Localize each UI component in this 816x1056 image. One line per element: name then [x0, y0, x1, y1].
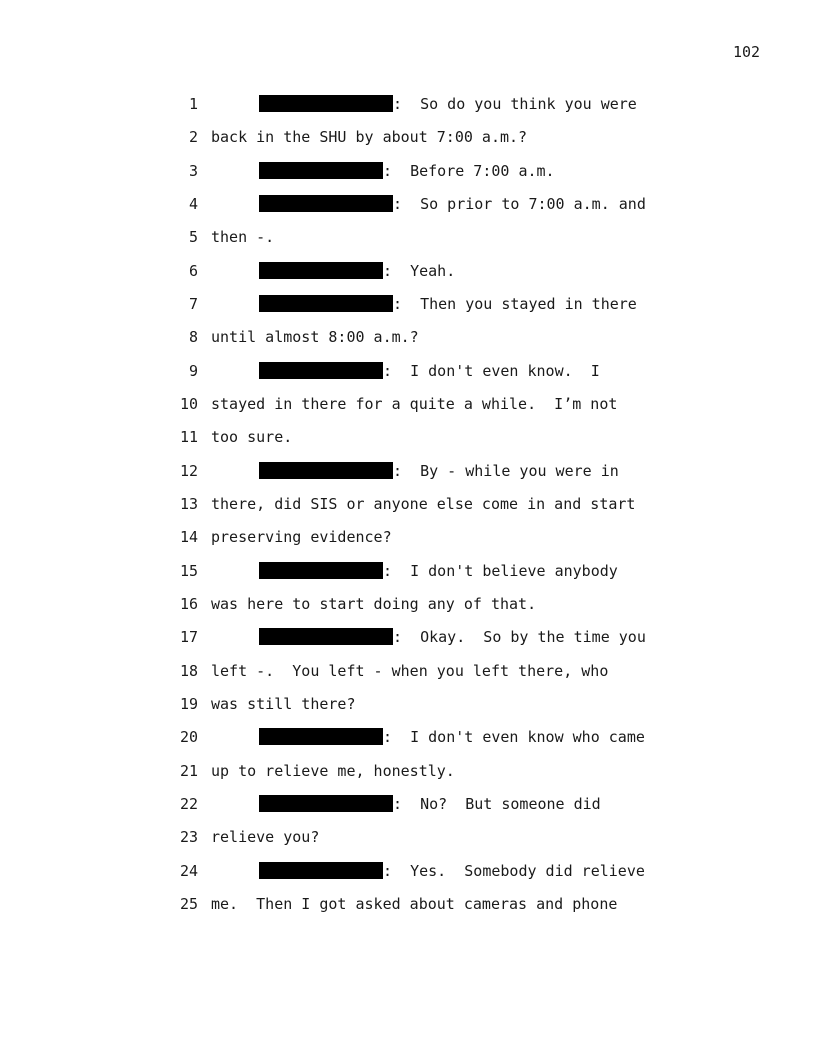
- speaker-utterance: : I don't even know who came: [383, 728, 645, 746]
- redaction-bar: [259, 462, 393, 479]
- line-number: 24: [179, 862, 198, 880]
- line-number: 7: [188, 295, 198, 313]
- transcript-line: [0, 895, 700, 913]
- transcript-line: [0, 128, 700, 146]
- line-text: [259, 862, 645, 880]
- line-number: 19: [179, 695, 198, 713]
- line-number: 20: [179, 728, 198, 746]
- redaction-bar: [259, 295, 393, 312]
- line-number: 17: [179, 628, 198, 646]
- line-number: 9: [188, 362, 198, 380]
- line-number: 4: [188, 195, 198, 213]
- transcript-line: [0, 295, 700, 313]
- redaction-bar: [259, 195, 393, 212]
- line-number: 16: [179, 595, 198, 613]
- transcript-line: [0, 395, 700, 413]
- line-number: 11: [179, 428, 198, 446]
- line-text: preserving evidence?: [211, 528, 392, 546]
- speaker-utterance: : By - while you were in: [393, 462, 619, 480]
- redaction-bar: [259, 628, 393, 645]
- transcript-line: [0, 195, 700, 213]
- transcript-line: [0, 328, 700, 346]
- speaker-utterance: : So do you think you were: [393, 95, 637, 113]
- redaction-bar: [259, 562, 383, 579]
- transcript-line: [0, 695, 700, 713]
- transcript-line: [0, 95, 700, 113]
- speaker-utterance: : Then you stayed in there: [393, 295, 637, 313]
- transcript-line: [0, 862, 700, 880]
- line-number: 21: [179, 762, 198, 780]
- transcript-line: [0, 628, 700, 646]
- line-text: until almost 8:00 a.m.?: [211, 328, 419, 346]
- line-text: stayed in there for a quite a while. I’m not: [211, 395, 618, 413]
- speaker-utterance: : Okay. So by the time you: [393, 628, 646, 646]
- speaker-utterance: : Before 7:00 a.m.: [383, 162, 555, 180]
- line-text: back in the SHU by about 7:00 a.m.?: [211, 128, 528, 146]
- line-text: [259, 628, 646, 646]
- speaker-utterance: : I don't even know. I: [383, 362, 600, 380]
- line-text: too sure.: [211, 428, 293, 446]
- transcript-line: [0, 828, 700, 846]
- transcript-line: [0, 262, 700, 280]
- transcript-line: [0, 562, 700, 580]
- transcript-line: [0, 762, 700, 780]
- line-text: [259, 162, 555, 180]
- transcript-line: [0, 362, 700, 380]
- line-text: me. Then I got asked about cameras and phone: [211, 895, 618, 913]
- speaker-utterance: : Yeah.: [383, 262, 456, 280]
- speaker-utterance: : Yes. Somebody did relieve: [383, 862, 645, 880]
- line-number: 12: [179, 462, 198, 480]
- line-text: [259, 728, 645, 746]
- line-number: 25: [179, 895, 198, 913]
- transcript-line: [0, 528, 700, 546]
- line-number: 6: [188, 262, 198, 280]
- line-text: [259, 562, 618, 580]
- line-text: up to relieve me, honestly.: [211, 762, 455, 780]
- redaction-bar: [259, 862, 383, 879]
- line-text: was still there?: [211, 695, 356, 713]
- line-text: [259, 295, 637, 313]
- line-number: 3: [188, 162, 198, 180]
- line-text: there, did SIS or anyone else come in and start: [211, 495, 636, 513]
- transcript-line: [0, 162, 700, 180]
- line-number: 10: [179, 395, 198, 413]
- line-text: [259, 195, 646, 213]
- line-text: [259, 795, 601, 813]
- line-number: 13: [179, 495, 198, 513]
- redaction-bar: [259, 362, 383, 379]
- redaction-bar: [259, 728, 383, 745]
- transcript-line: [0, 495, 700, 513]
- redaction-bar: [259, 95, 393, 112]
- line-text: then -.: [211, 228, 275, 246]
- transcript-line: [0, 795, 700, 813]
- speaker-utterance: : I don't believe anybody: [383, 562, 618, 580]
- transcript-line: [0, 662, 700, 680]
- line-number: 14: [179, 528, 198, 546]
- transcript-line: [0, 728, 700, 746]
- page-number: 102: [733, 43, 761, 61]
- line-text: relieve you?: [211, 828, 320, 846]
- redaction-bar: [259, 795, 393, 812]
- transcript-line: [0, 228, 700, 246]
- line-number: 1: [188, 95, 198, 113]
- line-number: 8: [188, 328, 198, 346]
- line-number: 22: [179, 795, 198, 813]
- line-text: [259, 462, 619, 480]
- speaker-utterance: : No? But someone did: [393, 795, 601, 813]
- line-number: 18: [179, 662, 198, 680]
- line-number: 2: [188, 128, 198, 146]
- line-text: left -. You left - when you left there, who: [211, 662, 609, 680]
- speaker-utterance: : So prior to 7:00 a.m. and: [393, 195, 646, 213]
- line-number: 23: [179, 828, 198, 846]
- redaction-bar: [259, 162, 383, 179]
- line-number: 15: [179, 562, 198, 580]
- line-text: was here to start doing any of that.: [211, 595, 537, 613]
- line-text: [259, 362, 600, 380]
- transcript-line: [0, 428, 700, 446]
- line-text: [259, 262, 455, 280]
- line-text: [259, 95, 637, 113]
- redaction-bar: [259, 262, 383, 279]
- line-number: 5: [188, 228, 198, 246]
- transcript-line: [0, 462, 700, 480]
- transcript-line: [0, 595, 700, 613]
